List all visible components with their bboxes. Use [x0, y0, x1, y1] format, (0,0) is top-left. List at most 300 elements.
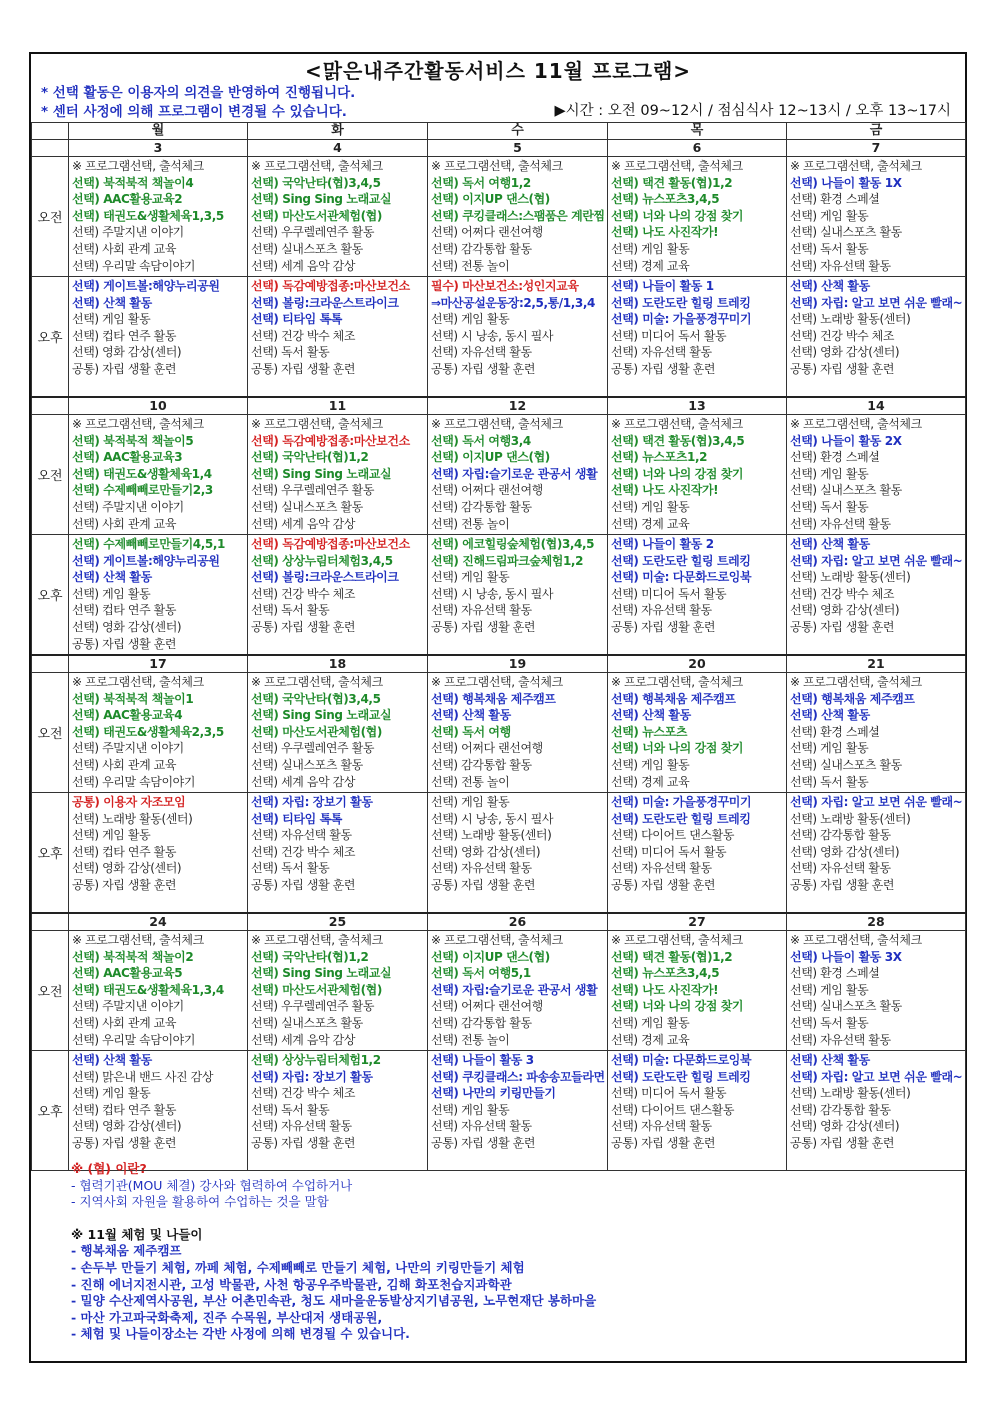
schedule-cell [69, 673, 248, 793]
activity-item: 선택) 쿠킹클래스:스팸품은 계란찜 [431, 208, 605, 223]
date-corner-cell [32, 397, 69, 415]
activity-item: 선택) 게임 활동 [611, 499, 690, 514]
activity-item: 선택) 산책 활동 [790, 1053, 870, 1067]
weekday-header: 금 [787, 123, 966, 140]
activity-item: 선택) 자유선택 활동 [790, 516, 891, 531]
date-cell: 24 [69, 913, 248, 931]
activity-item: 공통) 자립 생활 훈련 [251, 619, 356, 634]
activity-item: 선택) 너와 나의 강점 찾기 [611, 741, 744, 756]
activity-item: 선택) 전통 놀이 [431, 1032, 510, 1047]
activity-item: 공통) 자립 생활 훈련 [251, 361, 356, 376]
activity-item: 선택) 수제빼빼로만들기2,3 [72, 483, 213, 498]
activity-item: 공통) 자립 생활 훈련 [611, 877, 716, 892]
schedule-cell [69, 535, 248, 656]
activity-item: ※ 프로그램선택, 출석체크 [790, 159, 922, 173]
schedule-cell [69, 931, 248, 1051]
date-corner-cell [32, 655, 69, 673]
activity-item: 선택) 산책 활동 [790, 279, 870, 293]
schedule-cell [608, 415, 787, 535]
activity-item: 선택) 실내스포츠 활동 [790, 757, 902, 772]
pm-label: 오후 [32, 793, 69, 914]
trip-line: - 밀양 수산제역사공원, 부산 어촌민속관, 청도 새마을운동발상지기념공원, 노무현재단 봉하마을 [71, 1293, 597, 1309]
activity-item: 선택) 행복채움 제주캠프 [611, 691, 736, 706]
activity-item: 선택) 국악난타(협)1,2 [251, 450, 369, 465]
activity-item: 공통) 자립 생활 훈련 [790, 619, 895, 634]
activity-item: 선택) 독서 활동 [790, 499, 869, 514]
activity-item: 선택) 독서 여행1,2 [431, 175, 531, 190]
activity-item: 선택) 이지UP 댄스(협) [431, 949, 550, 964]
activity-item: 선택) 국악난타(협)3,4,5 [251, 691, 381, 706]
activity-item: 선택) 게임 활동 [72, 828, 151, 843]
activity-item: 공통) 자립 생활 훈련 [611, 361, 716, 376]
activity-item: 선택) 세계 음악 감상 [251, 258, 356, 273]
schedule-cell [248, 415, 428, 535]
activity-item: 선택) 나들이 활동 2 [611, 537, 714, 551]
activity-item: ※ 프로그램선택, 출석체크 [431, 159, 563, 173]
activity-item: 선택) 티타임 톡톡 [251, 811, 342, 826]
activity-item: ※ 프로그램선택, 출석체크 [611, 933, 743, 947]
activity-item: 선택) AAC활용교육4 [72, 708, 183, 723]
date-cell: 19 [428, 655, 608, 673]
activity-item: 선택) 나들이 활동 1 [611, 279, 714, 293]
activity-item: 선택) 경제 교육 [611, 516, 690, 531]
activity-item: 선택) 환경 스페셜 [790, 966, 880, 981]
activity-item: 선택) 너와 나의 강점 찾기 [611, 466, 744, 481]
activity-item: 선택) 자유선택 활동 [611, 1119, 712, 1134]
activity-item: ※ 프로그램선택, 출석체크 [72, 675, 204, 689]
activity-item: 선택) 실내스포츠 활동 [251, 757, 363, 772]
corner-cell [32, 123, 69, 140]
activity-item: 선택) 자유선택 활동 [431, 603, 532, 618]
activity-item: 선택) 산책 활동 [72, 295, 152, 310]
activity-item: 선택) 자유선택 활동 [611, 603, 712, 618]
activity-item: 선택) 뉴스포츠3,4,5 [611, 192, 720, 207]
weekday-header: 목 [608, 123, 787, 140]
activity-item: 공통) 자립 생활 훈련 [431, 1135, 536, 1150]
activity-item: 선택) Sing Sing 노래교실 [251, 708, 392, 723]
activity-item: 선택) 나도 사진작가! [611, 483, 719, 498]
activity-item: 선택) 미디어 독서 활동 [611, 844, 727, 859]
activity-item: 선택) 감각통합 활동 [431, 499, 532, 514]
page-title: <맑은내주간활동서비스 11월 프로그램> [304, 59, 692, 83]
activity-item: 선택) 게임 활동 [72, 586, 151, 601]
activity-item: 선택) 시 낭송, 동시 필사 [431, 328, 554, 343]
activity-item: 선택) 감각통합 활동 [790, 1102, 891, 1117]
schedule-cell [428, 157, 608, 277]
hyeop-line: - 지역사회 자원을 활용하여 수업하는 것을 말함 [71, 1194, 329, 1210]
activity-item: 선택) 쿠킹클래스: 파송송꼬들라면 [431, 1069, 605, 1084]
activity-item: 선택) 게임 활동 [431, 795, 510, 809]
activity-item: 선택) 나들이 활동 1X [790, 175, 902, 190]
activity-item: 선택) 자유선택 활동 [611, 345, 712, 360]
activity-item: 선택) 태권도&생활체육1,3,4 [72, 982, 224, 997]
date-cell: 14 [787, 397, 966, 415]
activity-item: 선택) 우쿠렐레연주 활동 [251, 483, 375, 498]
activity-item: 선택) AAC활용교육2 [72, 192, 183, 207]
weekday-header: 수 [428, 123, 608, 140]
activity-item: ※ 프로그램선택, 출석체크 [251, 675, 383, 689]
activity-item: 선택) 행복채움 제주캠프 [790, 691, 915, 706]
activity-item: 선택) 우쿠렐레연주 활동 [251, 999, 375, 1014]
schedule-cell [428, 931, 608, 1051]
activity-item: 선택) 감각통합 활동 [431, 241, 532, 256]
activity-item: ※ 프로그램선택, 출석체크 [72, 933, 204, 947]
activity-item: 선택) 주말지낸 이야기 [72, 225, 184, 240]
date-row [32, 140, 966, 157]
activity-item: 선택) 태권도&생활체육2,3,5 [72, 724, 224, 739]
activity-item: 선택) 게임 활동 [72, 1086, 151, 1101]
activity-item: 선택) 택견 활동(협)3,4,5 [611, 433, 745, 448]
activity-item: 선택) 수제빼빼로만들기4,5,1 [72, 537, 225, 551]
activity-item: 선택) 실내스포츠 활동 [790, 483, 902, 498]
activity-item: 선택) 마산도서관체험(협) [251, 724, 382, 739]
activity-item: 선택) 북적북적 책놀이2 [72, 949, 194, 964]
activity-item: 선택) 컵타 연주 활동 [72, 1102, 177, 1117]
activity-item: 선택) 실내스포츠 활동 [790, 225, 902, 240]
date-cell: 27 [608, 913, 787, 931]
schedule-cell [787, 793, 966, 914]
date-cell: 4 [248, 140, 428, 157]
trip-line: - 진해 에너지전시관, 고성 박물관, 사천 항공우주박물관, 김해 화포천습지과학관 [71, 1276, 512, 1292]
activity-item: 선택) 국악난타(협)3,4,5 [251, 175, 381, 190]
activity-item: 선택) 어쩌다 랜선여행 [431, 483, 543, 498]
am-row [32, 415, 966, 535]
activity-item: 선택) 자유선택 활동 [251, 828, 352, 843]
activity-item: 공통) 자립 생활 훈련 [72, 636, 177, 651]
schedule-cell [428, 793, 608, 914]
activity-item: 선택) 독서 활동 [251, 603, 330, 618]
weekday-header: 화 [248, 123, 428, 140]
activity-item: 선택) 자립: 장보기 활동 [251, 795, 373, 809]
activity-item: 선택) 경제 교육 [611, 1032, 690, 1047]
activity-item: 선택) 사회 관계 교육 [72, 1015, 177, 1030]
activity-item: 필수) 마산보건소:성인지교육 [431, 279, 579, 293]
activity-item: 선택) 미술: 가을풍경꾸미기 [611, 795, 752, 809]
activity-item: 선택) 실내스포츠 활동 [251, 241, 363, 256]
activity-item: 선택) 볼링:크라운스트라이크 [251, 570, 399, 585]
activity-item: 선택) 산책 활동 [790, 537, 870, 551]
activity-item: 선택) 도란도란 힐링 트레킹 [611, 1069, 751, 1084]
activity-item: 선택) 게이트볼:해양누리공원 [72, 553, 220, 568]
schedule-cell [787, 535, 966, 656]
activity-item: 선택) 게임 활동 [790, 208, 869, 223]
activity-item: 선택) 태권도&생활체육1,3,5 [72, 208, 224, 223]
activity-item: 선택) 자립: 장보기 활동 [251, 1069, 373, 1084]
activity-item: 선택) 게임 활동 [790, 466, 869, 481]
schedule-cell [69, 415, 248, 535]
notice-line: * 선택 활동은 이용자의 의견을 반영하여 진행됩니다. [41, 85, 356, 101]
activity-item: 선택) 실내스포츠 활동 [251, 499, 363, 514]
activity-item: 선택) 우쿠렐레연주 활동 [251, 741, 375, 756]
activity-item: 선택) Sing Sing 노래교실 [251, 192, 392, 207]
activity-item: 선택) 독서 여행3,4 [431, 433, 531, 448]
date-cell: 18 [248, 655, 428, 673]
activity-item: 선택) 독감예방접종:마산보건소 [251, 537, 410, 551]
activity-item: 공통) 자립 생활 훈련 [611, 1135, 716, 1150]
activity-item: 선택) 건강 박수 체조 [790, 586, 895, 601]
activity-item: 선택) 택견 활동(협)1,2 [611, 175, 733, 190]
date-row [32, 397, 966, 415]
activity-item: 선택) 영화 감상(센터) [790, 844, 900, 859]
weekday-header-row [32, 123, 966, 140]
activity-item: 선택) 북적북적 책놀이4 [72, 175, 194, 190]
activity-item: 선택) 게임 활동 [611, 241, 690, 256]
activity-item: 선택) 나만의 키링만들기 [431, 1086, 556, 1101]
program-sheet [29, 52, 967, 1363]
activity-item: 선택) 경제 교육 [611, 258, 690, 273]
date-cell: 26 [428, 913, 608, 931]
date-cell: 21 [787, 655, 966, 673]
schedule-cell [787, 931, 966, 1051]
date-cell: 20 [608, 655, 787, 673]
activity-item: 선택) 건강 박수 체조 [790, 328, 895, 343]
activity-item: 공통) 이용자 자조모임 [72, 795, 186, 809]
activity-item: 선택) 상상누림터체험1,2 [251, 1053, 381, 1067]
activity-item: 공통) 자립 생활 훈련 [790, 1135, 895, 1150]
activity-item: 선택) 미디어 독서 활동 [611, 1086, 727, 1101]
pm-row [32, 793, 966, 914]
activity-item: ※ 프로그램선택, 출석체크 [251, 933, 383, 947]
activity-item: ※ 프로그램선택, 출석체크 [611, 159, 743, 173]
activity-item: 선택) 전통 놀이 [431, 516, 510, 531]
activity-item: 선택) 영화 감상(센터) [790, 1119, 900, 1134]
date-cell: 12 [428, 397, 608, 415]
activity-item: 선택) 미술: 다문화드로잉북 [611, 1053, 752, 1067]
activity-item: 선택) 자립:슬기로운 관공서 생활 [431, 466, 598, 481]
schedule-cell [608, 931, 787, 1051]
activity-item: 선택) 노래방 활동(센터) [72, 811, 193, 826]
schedule-cell [608, 157, 787, 277]
activity-item: 선택) 어쩌다 랜선여행 [431, 741, 543, 756]
schedule-cell [608, 793, 787, 914]
schedule-cell [248, 1051, 428, 1171]
activity-item: 선택) 시 낭송, 동시 필사 [431, 811, 554, 826]
date-row [32, 655, 966, 673]
schedule-cell [787, 673, 966, 793]
activity-item: 선택) 행복채움 제주캠프 [431, 691, 556, 706]
activity-item: 선택) 도란도란 힐링 트레킹 [611, 295, 751, 310]
activity-item: 선택) 감각통합 활동 [790, 828, 891, 843]
activity-item: 선택) 자립: 알고 보면 쉬운 빨래~ [790, 295, 963, 310]
activity-item: 선택) 노래방 활동(센터) [790, 811, 911, 826]
activity-item: 선택) 우리말 속담이야기 [72, 774, 196, 789]
activity-item: 선택) 이지UP 댄스(협) [431, 450, 550, 465]
activity-item: 선택) 뉴스포츠 [611, 724, 688, 739]
activity-item: 선택) 시 낭송, 동시 필사 [431, 586, 554, 601]
activity-item: 선택) 독감예방접종:마산보건소 [251, 279, 410, 293]
activity-item: ⇒마산공설운동장:2,5,통/1,3,4 [431, 295, 595, 310]
date-corner-cell [32, 140, 69, 157]
activity-item: ※ 프로그램선택, 출석체크 [431, 417, 563, 431]
time-info: ▶시간 : 오전 09~12시 / 점심식사 12~13시 / 오후 13~17시 [554, 103, 951, 119]
activity-item: 공통) 자립 생활 훈련 [790, 877, 895, 892]
activity-item: 선택) 북적북적 책놀이1 [72, 691, 194, 706]
activity-item: 선택) 뉴스포츠1,2 [611, 450, 708, 465]
activity-item: 선택) 도란도란 힐링 트레킹 [611, 811, 751, 826]
activity-item: 선택) 게임 활동 [790, 741, 869, 756]
activity-item: 선택) 세계 음악 감상 [251, 774, 356, 789]
activity-item: ※ 프로그램선택, 출석체크 [251, 159, 383, 173]
activity-item: 선택) 사회 관계 교육 [72, 516, 177, 531]
activity-item: 선택) 독서 활동 [790, 774, 869, 789]
activity-item: 선택) 나들이 활동 3X [790, 949, 902, 964]
activity-item: 선택) 자유선택 활동 [790, 861, 891, 876]
activity-item: 선택) 미술: 다문화드로잉북 [611, 570, 752, 585]
activity-item: 공통) 자립 생활 훈련 [611, 619, 716, 634]
activity-item: 선택) 건강 박수 체조 [251, 328, 356, 343]
pm-row [32, 277, 966, 398]
activity-item: 선택) 환경 스페셜 [790, 192, 880, 207]
activity-item: 선택) 주말지낸 이야기 [72, 741, 184, 756]
activity-item: 선택) 세계 음악 감상 [251, 1032, 356, 1047]
activity-item: 선택) 티타임 톡톡 [251, 312, 342, 327]
activity-item: 선택) 노래방 활동(센터) [790, 570, 911, 585]
activity-item: ※ 프로그램선택, 출석체크 [611, 417, 743, 431]
am-label: 오전 [32, 415, 69, 535]
schedule-cell [428, 1051, 608, 1171]
date-cell: 13 [608, 397, 787, 415]
trip-title: ※ 11월 체험 및 나들이 [71, 1226, 203, 1242]
activity-item: 선택) 전통 놀이 [431, 774, 510, 789]
activity-item: 선택) 컵타 연주 활동 [72, 603, 177, 618]
activity-item: 선택) 자립:슬기로운 관공서 생활 [431, 982, 598, 997]
activity-item: 선택) 산책 활동 [611, 708, 691, 723]
activity-item: 선택) 산책 활동 [790, 708, 870, 723]
trip-line: - 손두부 만들기 체험, 까페 체험, 수제빼빼로 만들기 체험, 나만의 키링만들기 체험 [71, 1259, 525, 1275]
activity-item: ※ 프로그램선택, 출석체크 [251, 417, 383, 431]
hyeop-title: ※ (협) 이란? [71, 1161, 147, 1176]
activity-item: 선택) 어쩌다 랜선여행 [431, 999, 543, 1014]
activity-item: 선택) 노래방 활동(센터) [431, 828, 552, 843]
activity-item: 선택) 독서 활동 [790, 241, 869, 256]
activity-item: 선택) 우쿠렐레연주 활동 [251, 225, 375, 240]
schedule-cell [69, 1051, 248, 1171]
trip-line: - 마산 가고파국화축제, 진주 수목원, 부산대저 생태공원, [71, 1309, 383, 1325]
am-label: 오전 [32, 931, 69, 1051]
activity-item: 선택) 영화 감상(센터) [72, 619, 182, 634]
am-row [32, 931, 966, 1051]
activity-item: 선택) 마산도서관체험(협) [251, 982, 382, 997]
activity-item: 선택) 미디어 독서 활동 [611, 328, 727, 343]
activity-item: 선택) 자유선택 활동 [431, 345, 532, 360]
schedule-cell [608, 1051, 787, 1171]
activity-item: 선택) 독감예방접종:마산보건소 [251, 433, 410, 448]
date-row [32, 913, 966, 931]
activity-item: 선택) 도란도란 힐링 트레킹 [611, 553, 751, 568]
date-cell: 3 [69, 140, 248, 157]
activity-item: 선택) 자유선택 활동 [611, 861, 712, 876]
schedule-cell [248, 931, 428, 1051]
activity-item: 공통) 자립 생활 훈련 [431, 877, 536, 892]
schedule-cell [608, 673, 787, 793]
schedule-cell [248, 673, 428, 793]
schedule-cell [608, 535, 787, 656]
activity-item: 선택) 자립: 알고 보면 쉬운 빨래~ [790, 795, 963, 809]
schedule-cell [787, 1051, 966, 1171]
activity-item: 선택) 국악난타(협)1,2 [251, 949, 369, 964]
activity-item: 선택) 에코힐링숲체험(협)3,4,5 [431, 537, 595, 551]
activity-item: 선택) 산책 활동 [72, 1053, 152, 1067]
pm-row [32, 535, 966, 656]
pm-row [32, 1051, 966, 1171]
activity-item: 선택) 산책 활동 [431, 708, 511, 723]
activity-item: 선택) 산책 활동 [72, 570, 152, 585]
activity-item: 선택) 영화 감상(센터) [790, 345, 900, 360]
am-row [32, 157, 966, 277]
activity-item: ※ 프로그램선택, 출석체크 [611, 675, 743, 689]
activity-item: 선택) 자유선택 활동 [790, 1032, 891, 1047]
schedule-cell [608, 277, 787, 398]
activity-item: 선택) 독서 여행 [431, 724, 511, 739]
activity-item: 선택) 마산도서관체험(협) [251, 208, 382, 223]
activity-item: 공통) 자립 생활 훈련 [431, 361, 536, 376]
activity-item: 선택) 환경 스페셜 [790, 724, 880, 739]
activity-item: 선택) 주말지낸 이야기 [72, 999, 184, 1014]
activity-item: 선택) 독서 활동 [251, 861, 330, 876]
schedule-cell [428, 535, 608, 656]
activity-item: 선택) 게임 활동 [431, 570, 510, 585]
activity-item: 선택) 다이어트 댄스활동 [611, 828, 735, 843]
activity-item: 선택) 진해드림파크숲체험1,2 [431, 553, 584, 568]
activity-item: 선택) 게이트볼:해양누리공원 [72, 279, 220, 293]
activity-item: 공통) 자립 생활 훈련 [72, 361, 177, 376]
activity-item: 선택) 노래방 활동(센터) [790, 312, 911, 327]
activity-item: 선택) 미디어 독서 활동 [611, 586, 727, 601]
activity-item: 공통) 자립 생활 훈련 [251, 877, 356, 892]
activity-item: 선택) 맑은내 밴드 사진 감상 [72, 1069, 214, 1084]
activity-item: 공통) 자립 생활 훈련 [72, 877, 177, 892]
activity-item: 선택) 게임 활동 [790, 982, 869, 997]
schedule-cell [428, 277, 608, 398]
activity-item: 선택) 전통 놀이 [431, 258, 510, 273]
activity-item: 선택) Sing Sing 노래교실 [251, 966, 392, 981]
date-cell: 17 [69, 655, 248, 673]
activity-item: 선택) 자립: 알고 보면 쉬운 빨래~ [790, 1069, 963, 1084]
activity-item: ※ 프로그램선택, 출석체크 [72, 417, 204, 431]
activity-item: 선택) 세계 음악 감상 [251, 516, 356, 531]
activity-item: 선택) 독서 여행5,1 [431, 966, 531, 981]
date-cell: 25 [248, 913, 428, 931]
activity-item: 선택) 환경 스페셜 [790, 450, 880, 465]
activity-item: 선택) 노래방 활동(센터) [790, 1086, 911, 1101]
schedule-cell [69, 277, 248, 398]
am-label: 오전 [32, 157, 69, 277]
date-cell: 11 [248, 397, 428, 415]
schedule-cell [787, 415, 966, 535]
activity-item: 선택) 게임 활동 [431, 1102, 510, 1117]
activity-item: 선택) 나들이 활동 3 [431, 1053, 534, 1067]
pm-label: 오후 [32, 535, 69, 656]
schedule-cell [248, 277, 428, 398]
activity-item: 선택) 게임 활동 [611, 1015, 690, 1030]
activity-item: 선택) 게임 활동 [431, 312, 510, 327]
activity-item: 선택) 자립: 알고 보면 쉬운 빨래~ [790, 553, 963, 568]
notice-line: * 센터 사정에 의해 프로그램이 변경될 수 있습니다. [41, 104, 347, 120]
activity-item: 선택) 주말지낸 이야기 [72, 499, 184, 514]
activity-item: 선택) 건강 박수 체조 [251, 586, 356, 601]
am-label: 오전 [32, 673, 69, 793]
activity-item: 선택) 게임 활동 [72, 312, 151, 327]
activity-item: 공통) 자립 생활 훈련 [251, 1135, 356, 1150]
schedule-cell [787, 157, 966, 277]
activity-item: 선택) 우리말 속담이야기 [72, 258, 196, 273]
am-row [32, 673, 966, 793]
schedule-table [31, 122, 966, 1171]
activity-item: ※ 프로그램선택, 출석체크 [72, 159, 204, 173]
activity-item: ※ 프로그램선택, 출석체크 [431, 933, 563, 947]
activity-item: 선택) 나도 사진작가! [611, 982, 719, 997]
activity-item: 선택) 북적북적 책놀이5 [72, 433, 194, 448]
